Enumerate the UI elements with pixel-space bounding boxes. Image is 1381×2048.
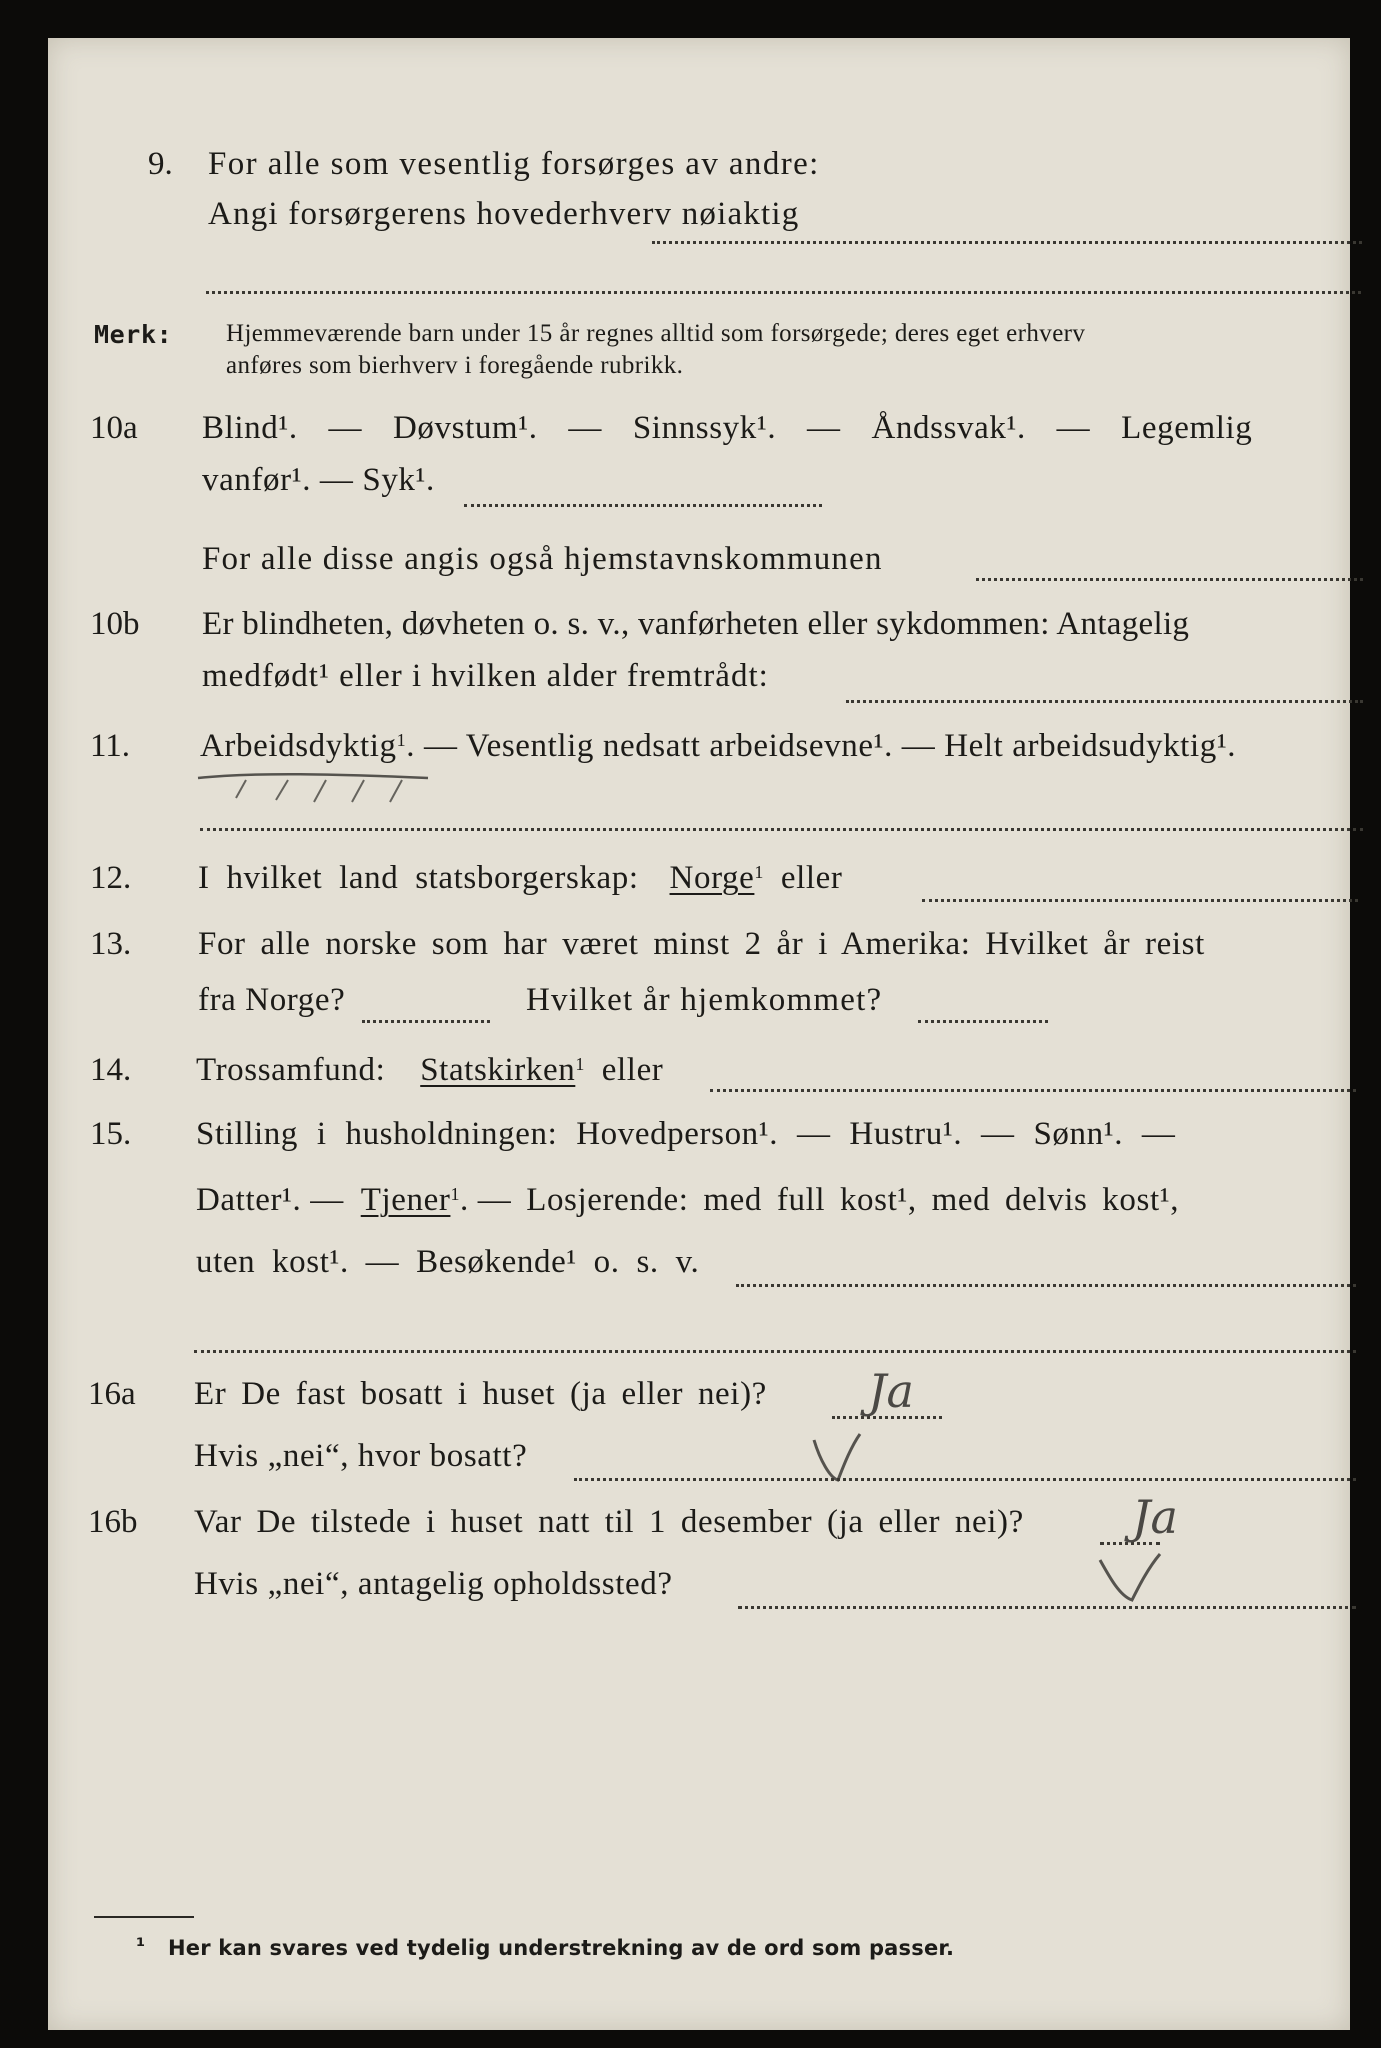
q14-text: Trossamfund: Statskirken$^1$ eller bbox=[196, 1052, 664, 1088]
census-form-page bbox=[48, 38, 1350, 2030]
q13-line2a: fra Norge? bbox=[198, 982, 346, 1018]
merk-line1: Hjemmeværende barn under 15 år regnes alltid som forsørgede; deres eget erhverv bbox=[226, 320, 1086, 347]
q15-line3: uten kost¹. — Besøkende¹ o. s. v. bbox=[196, 1244, 700, 1280]
q10b-answer-line[interactable] bbox=[846, 700, 1363, 703]
q13-number: 13. bbox=[90, 926, 132, 962]
q15-answer-line[interactable] bbox=[736, 1284, 1356, 1287]
q9-line1: For alle som vesentlig forsørges av andre: bbox=[208, 146, 820, 182]
q11-option-arbeidsdyktig[interactable]: Arbeidsdyktig bbox=[200, 728, 397, 764]
q10a-line2: vanfør¹. — Syk¹. bbox=[202, 462, 435, 498]
q11-pencil-underline bbox=[196, 768, 436, 818]
q16b-check-mark bbox=[1098, 1552, 1168, 1612]
footnote-text: Her kan svares ved tydelig understrekning av de ord som passer. bbox=[168, 1936, 955, 1960]
q12-text: I hvilket land statsborgerskap: Norge$^1$ eller bbox=[198, 860, 843, 896]
q16b-number: 16b bbox=[88, 1504, 138, 1540]
q15-line1: Stilling i husholdningen: Hovedperson¹. — Hustru¹. — Sønn¹. — bbox=[196, 1116, 1176, 1152]
q14-number: 14. bbox=[90, 1052, 132, 1088]
q16a-number: 16a bbox=[88, 1376, 136, 1412]
q14-answer-statskirken[interactable]: Statskirken bbox=[420, 1052, 576, 1088]
q12-answer-line[interactable] bbox=[922, 899, 1358, 902]
q10a-number: 10a bbox=[90, 410, 138, 446]
q9-answer-line-2[interactable] bbox=[206, 291, 1361, 294]
merk-label: Merk: bbox=[94, 320, 173, 349]
q14-answer-line[interactable] bbox=[710, 1089, 1356, 1092]
q15-answer-line-2[interactable] bbox=[194, 1350, 1356, 1353]
q10a-line3: For alle disse angis også hjemstavnskommunen bbox=[202, 541, 883, 577]
q10a-sick-answer-line[interactable] bbox=[464, 504, 822, 507]
q13-line2b: Hvilket år hjemkommet? bbox=[526, 982, 883, 1018]
footnote-rule bbox=[94, 1916, 194, 1918]
q9-line2: Angi forsørgerens hovederhverv nøiaktig bbox=[208, 196, 800, 232]
q11-text: Arbeidsdyktig$^1$. — Vesentlig nedsatt arbeidsevne¹. — Helt arbeidsudyktig¹. bbox=[200, 728, 1237, 764]
q15-line2: Datter¹. — Tjener$^1$. — Losjerende: med full kost¹, med delvis kost¹, bbox=[196, 1182, 1180, 1218]
q16b-line2: Hvis „nei“, antagelig opholdssted? bbox=[194, 1566, 673, 1602]
q16a-residence-line[interactable] bbox=[574, 1478, 1356, 1481]
q13-line1: For alle norske som har været minst 2 år i Amerika: Hvilket år reist bbox=[198, 926, 1205, 962]
q12-question: I hvilket land statsborgerskap: bbox=[198, 860, 639, 896]
q16b-location-line[interactable] bbox=[738, 1606, 1356, 1609]
q11-rest: — Vesentlig nedsatt arbeidsevne¹. — Helt arbeidsudyktig¹. bbox=[415, 728, 1237, 764]
q16a-check-mark bbox=[810, 1430, 870, 1490]
q15-answer-tjener[interactable]: Tjener bbox=[360, 1182, 451, 1218]
q9-number: 9. bbox=[148, 146, 173, 182]
q16a-handwritten-answer: Ja bbox=[868, 1364, 914, 1418]
footnote-marker: ¹ bbox=[136, 1934, 146, 1958]
q15-number: 15. bbox=[90, 1116, 132, 1152]
merk-line2: anføres som bierhverv i foregående rubrikk. bbox=[226, 352, 684, 379]
q14-or: eller bbox=[601, 1052, 664, 1088]
q12-number: 12. bbox=[90, 860, 132, 896]
q11-answer-line[interactable] bbox=[200, 828, 1363, 831]
q10a-hometown-answer-line[interactable] bbox=[976, 578, 1363, 581]
q12-or: eller bbox=[780, 860, 843, 896]
q10b-line2: medfødt¹ eller i hvilken alder fremtrådt: bbox=[202, 658, 769, 694]
q11-number: 11. bbox=[90, 728, 131, 764]
q16b-line1: Var De tilstede i huset natt til 1 desember (ja eller nei)? bbox=[194, 1504, 1024, 1540]
q12-answer-norge[interactable]: Norge bbox=[669, 860, 755, 896]
q16a-line2: Hvis „nei“, hvor bosatt? bbox=[194, 1438, 528, 1474]
q16a-line1: Er De fast bosatt i huset (ja eller nei)? bbox=[194, 1376, 767, 1412]
q13-year-left-line[interactable] bbox=[362, 1020, 490, 1023]
q15-line2-start: Datter¹. — bbox=[196, 1182, 344, 1218]
q16b-handwritten-answer: Ja bbox=[1132, 1490, 1178, 1544]
q13-year-return-line[interactable] bbox=[918, 1020, 1048, 1023]
q10a-line1: Blind¹. — Døvstum¹. — Sinnssyk¹. — Åndssvak¹. — Legemlig bbox=[202, 410, 1253, 446]
q15-line2-rest: — Losjerende: med full kost¹, med delvis kost¹, bbox=[477, 1182, 1180, 1218]
q10b-line1: Er blindheten, døvheten o. s. v., vanførheten eller sykdommen: Antagelig bbox=[202, 606, 1190, 642]
q9-answer-line[interactable] bbox=[652, 241, 1362, 244]
q10b-number: 10b bbox=[90, 606, 140, 642]
q14-question: Trossamfund: bbox=[196, 1052, 386, 1088]
